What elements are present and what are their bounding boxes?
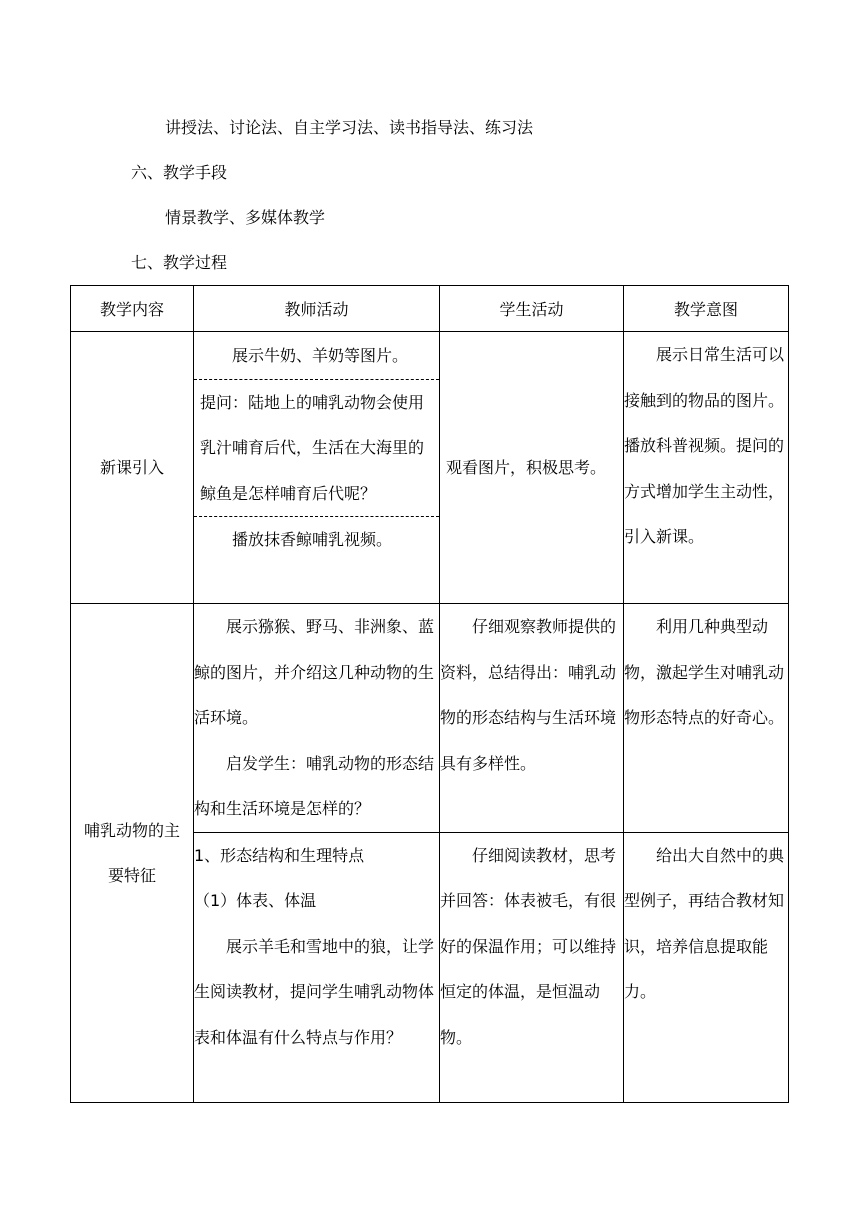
row2-teacher-a-text: 启发学生：哺乳动物的形态结构和生活环境是怎样的？ [194, 753, 435, 818]
row2-intent-b [624, 832, 789, 1102]
row2-intent-b-text: 给出大自然中的典型例子，再结合教材知识，培养信息提取能力。 [624, 845, 785, 1001]
row1-teacher-text: 提问：陆地上的哺乳动物会使用乳汁哺育后代，生活在大海里的鲸鱼是怎样哺育后代呢？ [200, 392, 425, 503]
row1-teacher-cell [194, 332, 440, 604]
row2-teacher-b-text: 展示羊毛和雪地中的狼，让学生阅读教材，提问学生哺乳动物体表和体温有什么特点与作用？ [194, 936, 435, 1047]
row2-intent-a-text: 利用几种典型动物，激起学生对哺乳动物形态特点的好奇心。 [624, 617, 785, 727]
table-header-row [71, 286, 789, 332]
row1-topic: 新课引入 [71, 332, 194, 604]
row2-intent-a [624, 604, 789, 833]
row2-teacher-a-text: 展示猕猴、野马、非洲象、蓝鲸的图片，并介绍这几种动物的生活环境。 [194, 617, 435, 727]
section-6-heading: 六、教学手段 [131, 163, 228, 182]
row2-teacher-a [194, 604, 440, 833]
teaching-means-text: 情景教学、多媒体教学 [165, 208, 326, 227]
header-teacher-activity: 教师活动 [194, 286, 440, 332]
row1-teacher-seg [194, 517, 439, 563]
row1-student: 观看图片，积极思考。 [440, 332, 624, 604]
header-student-activity: 学生活动 [440, 286, 624, 332]
row2-topic: 哺乳动物的主要特征 [71, 604, 194, 1103]
row2-teacher-b-text: （1）体表、体温 [194, 891, 317, 910]
row2-student-b-text: 仔细阅读教材，思考并回答：体表被毛，有很好的保温作用；可以维持恒定的体温，是恒温动物。 [440, 845, 617, 1047]
row1-intent: 展示日常生活可以接触到的物品的图片。播放科普视频。提问的方式增加学生主动性，引入新课。 [624, 345, 785, 546]
row2-student-a [440, 604, 624, 833]
row1-teacher-seg [194, 380, 439, 518]
section-7-heading: 七、教学过程 [131, 253, 228, 272]
row2-student-b [440, 832, 624, 1102]
row1-intent-cell [624, 332, 789, 604]
row1-teacher-text: 播放抹香鲸哺乳视频。 [232, 530, 393, 549]
teaching-methods-text: 讲授法、讨论法、自主学习法、读书指导法、练习法 [165, 118, 534, 137]
header-content: 教学内容 [71, 286, 194, 332]
row2-student-a-text: 仔细观察教师提供的资料，总结得出：哺乳动物的形态结构与生活环境具有多样性。 [440, 617, 617, 773]
teaching-process-table [70, 285, 789, 1103]
header-intent: 教学意图 [624, 286, 789, 332]
row1-teacher-seg [194, 332, 439, 380]
row1-teacher-text: 展示牛奶、羊奶等图片。 [232, 346, 409, 365]
table-row [71, 332, 789, 604]
row2-teacher-b [194, 832, 440, 1102]
table-row [71, 604, 789, 833]
row2-teacher-b-text: 1、形态结构和生理特点 [194, 845, 365, 865]
